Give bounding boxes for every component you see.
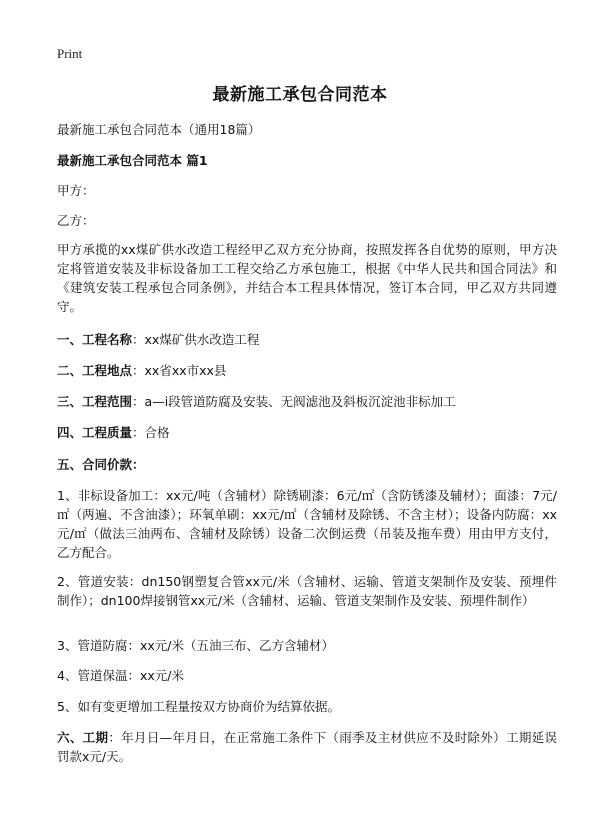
- clause-project-name: [57, 330, 557, 349]
- clause-project-quality: [57, 423, 557, 442]
- clause-separator: ：: [132, 332, 145, 347]
- price-item-2: 2、管道安装：dn150钢塑复合管xx元/米（含辅材、运输、管道支架制作及安装、预埋件制作）；dn100焊接钢管xx元/米（含辅材、运输、管道支架制作及安装、预埋件制作）: [57, 574, 557, 608]
- print-label[interactable]: Print: [57, 46, 83, 61]
- clause-separator: ：: [132, 363, 145, 378]
- section-heading: 最新施工承包合同范本 篇1: [57, 153, 208, 168]
- document-title: 最新施工承包合同范本: [212, 85, 388, 105]
- clause-value: 合格: [144, 425, 170, 440]
- clause-label: 五、合同价款: [57, 457, 133, 472]
- clause-value: xx煤矿供水改造工程: [144, 332, 260, 347]
- clause-separator: ：: [132, 394, 145, 409]
- party-b-line: 乙方：: [57, 213, 95, 228]
- clause-separator: ：: [132, 457, 145, 472]
- clause-value: a—i段管道防腐及安装、无阀滤池及斜板沉淀池非标加工: [144, 394, 456, 409]
- clause-label: 一、工程名称: [57, 332, 133, 347]
- clause-contract-price: [57, 455, 557, 474]
- duration-label: 六、工期: [57, 730, 109, 745]
- clause-value: xx省xx市xx县: [144, 363, 227, 378]
- price-item-3: 3、管道防腐：xx元/米（五油三布、乙方含辅材）: [57, 638, 334, 653]
- duration-text: ：年月日—年月日，在正常施工条件下（雨季及主材供应不及时除外）工期延误罚款x元/天。: [57, 730, 557, 764]
- price-item-5: 5、如有变更增加工程量按双方协商价为结算依据。: [57, 699, 340, 714]
- intro-paragraph: 甲方承揽的xx煤矿供水改造工程经甲乙双方充分协商，按照发挥各自优势的原则，甲方决定将管道安装及非标设备加工工程交给乙方承包施工，根据《中华人民共和国合同法》和《建筑安装工程承包合同条例》，并结合本工程具体情况，签订本合同，甲乙双方共同遵守。: [57, 242, 557, 314]
- clause-project-location: [57, 361, 557, 380]
- price-item-1: 1、非标设备加工：xx元/吨（含辅材）除锈刷漆：6元/㎡（含防锈漆及辅材）；面漆：7元/㎡（两遍、不含油漆）；环氧单刷：xx元/㎡（含辅材及除锈、不含主材）；设备内防腐：xx元/㎡（做法三油两布、含辅材及除锈）设备二次倒运费（吊装及拖车费）用由甲方支付，乙方配合。: [57, 488, 557, 560]
- clause-label: 四、工程质量: [57, 425, 133, 440]
- clause-project-scope: [57, 392, 557, 411]
- clause-separator: ：: [132, 425, 145, 440]
- clause-label: 三、工程范围: [57, 394, 133, 409]
- clause-label: 二、工程地点: [57, 363, 133, 378]
- price-item-4: 4、管道保温：xx元/米: [57, 668, 184, 683]
- party-a-line: 甲方：: [57, 183, 95, 198]
- clause-duration: [57, 728, 557, 766]
- document-subtitle: 最新施工承包合同范本（通用18篇）: [57, 122, 261, 137]
